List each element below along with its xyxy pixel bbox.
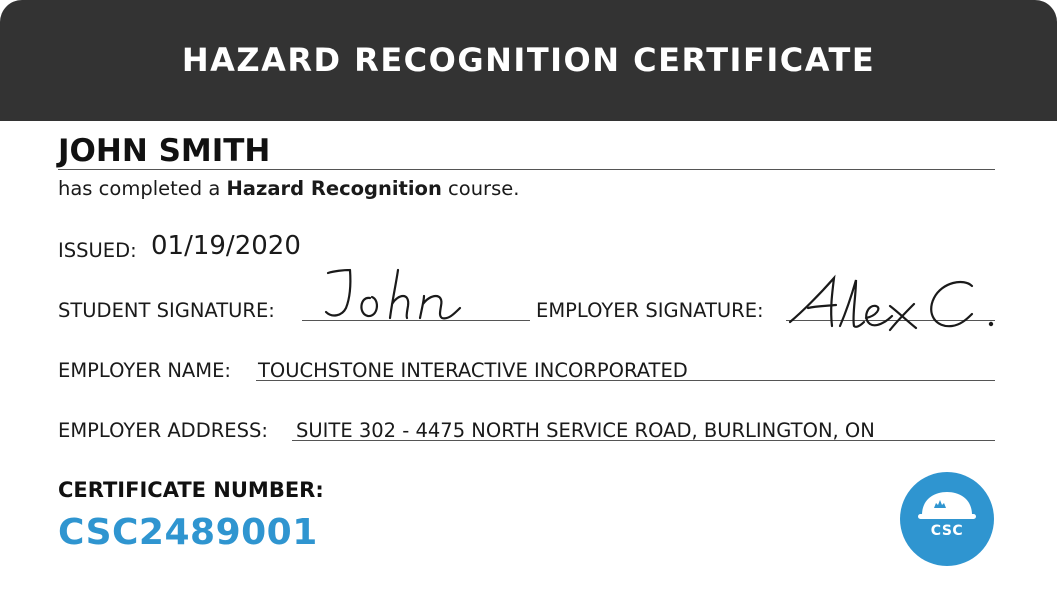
csc-logo — [900, 472, 994, 566]
completion-suffix: course. — [441, 177, 520, 200]
employer-address-underline — [292, 440, 995, 441]
csc-logo-text: CSC — [930, 523, 964, 539]
employer-name-underline — [256, 380, 995, 381]
certificate-title: HAZARD RECOGNITION CERTIFICATE — [181, 40, 876, 79]
student-signature — [320, 264, 470, 324]
employer-signature — [786, 272, 1001, 332]
certificate-number: CSC2489001 — [58, 512, 318, 553]
holder-name: JOHN SMITH — [58, 133, 271, 169]
certificate-number-label: CERTIFICATE NUMBER: — [58, 478, 324, 502]
issued-date: 01/19/2020 — [151, 231, 301, 261]
employer-name-label: EMPLOYER NAME: — [58, 359, 231, 382]
certificate-header — [0, 0, 1057, 121]
student-signature-label: STUDENT SIGNATURE: — [58, 299, 275, 322]
employer-address: SUITE 302 - 4475 NORTH SERVICE ROAD, BURLINGTON, ON — [296, 419, 875, 442]
issued-label: ISSUED: — [58, 239, 137, 262]
employer-name: TOUCHSTONE INTERACTIVE INCORPORATED — [258, 359, 688, 382]
completion-statement — [58, 177, 519, 200]
employer-signature-label: EMPLOYER SIGNATURE: — [536, 299, 764, 322]
course-name: Hazard Recognition — [226, 177, 442, 200]
employer-address-label: EMPLOYER ADDRESS: — [58, 419, 268, 442]
name-underline — [58, 169, 995, 170]
completion-prefix: has completed a — [58, 177, 227, 200]
